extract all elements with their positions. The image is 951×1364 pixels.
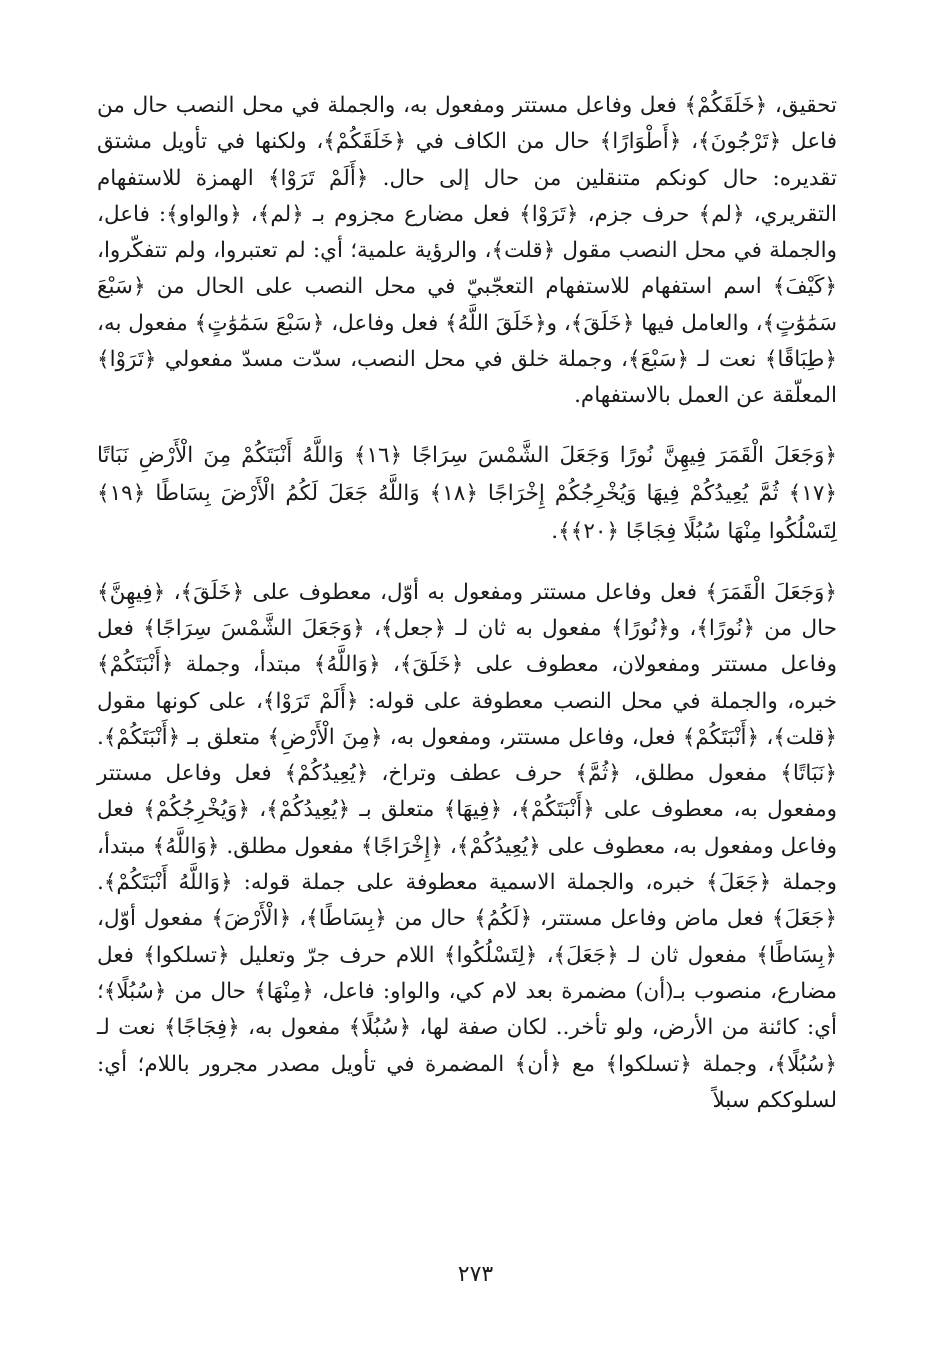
page-number: ٢٧٣ [457,1262,494,1287]
text-column [97,88,837,1119]
commentary-paragraph-1: تحقيق، ﴿خَلَقَكُمْ﴾ فعل وفاعل مستتر ومفعول به، والجملة في محل النصب حال من فاعل ﴿تَرْجُونَ﴾، ﴿أَطْوَارًا﴾ حال من الكاف في ﴿خَلَقَكُمْ﴾، ولكنها في تأويل مشتق تقديره: حال كونكم متنقلين من حال إلى حال. ﴿أَلَمْ تَرَوْا﴾ الهمزة للاستفهام التقريري، ﴿لم﴾ حرف جزم، ﴿تَرَوْا﴾ فعل مضارع مجزوم بـ ﴿لم﴾، ﴿والواو﴾: فاعل، والجملة في محل النصب مقول ﴿قلت﴾، والرؤية علمية؛ أي: لم تعتبروا، ولم تتفكّروا، ﴿كَيْفَ﴾ اسم استفهام للاستفهام التعجّبيّ في محل النصب على الحال من ﴿سَبْعَ سَمَٰوَٰتٍ﴾، والعامل فيها ﴿خَلَقَ﴾، و﴿خَلَقَ اللَّهُ﴾ فعل وفاعل، ﴿سَبْعَ سَمَٰوَٰتٍ﴾ مفعول به، ﴿طِبَاقًا﴾ نعت لـ ﴿سَبْعَ﴾، وجملة خلق في محل النصب، سدّت مسدّ مفعولي ﴿تَرَوْا﴾ المعلّقة عن العمل بالاستفهام. [97,93,837,409]
commentary-paragraph-2: ﴿وَجَعَلَ الْقَمَرَ﴾ فعل وفاعل مستتر ومفعول به أوّل، معطوف على ﴿خَلَقَ﴾، ﴿فِيهِنَّ﴾ حال من ﴿نُورًا﴾، و﴿نُورًا﴾ مفعول به ثان لـ ﴿جعل﴾، ﴿وَجَعَلَ الشَّمْسَ سِرَاجًا﴾ فعل وفاعل مستتر ومفعولان، معطوف على ﴿خَلَقَ﴾، ﴿وَاللَّهُ﴾ مبتدأ، وجملة ﴿أَنْبَتَكُمْ﴾ خبره، والجملة في محل النصب معطوفة على قوله: ﴿أَلَمْ تَرَوْا﴾، على كونها مقول ﴿قلت﴾، ﴿أَنْبَتَكُمْ﴾ فعل، وفاعل مستتر، ومفعول به، ﴿مِنَ الْأَرْضِ﴾ متعلق بـ ﴿أَنْبَتَكُمْ﴾. ﴿نَبَاتًا﴾ مفعول مطلق، ﴿ثُمَّ﴾ حرف عطف وتراخ، ﴿يُعِيدُكُمْ﴾ فعل وفاعل مستتر ومفعول به، معطوف على ﴿أَنْبَتَكُمْ﴾، ﴿فِيهَا﴾ متعلق بـ ﴿يُعِيدُكُمْ﴾، ﴿وَيُخْرِجُكُمْ﴾ فعل وفاعل ومفعول به، معطوف على ﴿يُعِيدُكُمْ﴾، ﴿إِخْرَاجًا﴾ مفعول مطلق. ﴿وَاللَّهُ﴾ مبتدأ، وجملة ﴿جَعَلَ﴾ خبره، والجملة الاسمية معطوفة على جملة قوله: ﴿وَاللَّهُ أَنْبَتَكُمْ﴾. ﴿جَعَلَ﴾ فعل ماض وفاعل مستتر، ﴿لَكُمُ﴾ حال من ﴿بِسَاطًا﴾، ﴿الْأَرْضَ﴾ مفعول أوّل، ﴿بِسَاطًا﴾ مفعول ثان لـ ﴿جَعَلَ﴾، ﴿لِتَسْلُكُوا﴾ اللام حرف جرّ وتعليل ﴿تسلكوا﴾ فعل مضارع، منصوب بـ(أن) مضمرة بعد لام كي، والواو: فاعل، ﴿مِنْهَا﴾ حال من ﴿سُبُلًا﴾؛ أي: كائنة من الأرض، ولو تأخر.. لكان صفة لها، ﴿سُبُلًا﴾ مفعول به، ﴿فِجَاجًا﴾ نعت لـ ﴿سُبُلًا﴾، وجملة ﴿تسلكوا﴾ مع ﴿أن﴾ المضمرة في تأويل مصدر مجرور باللام؛ أي: لسلوككم سبلاً [97,579,837,1113]
quran-verses-block: ﴿وَجَعَلَ الْقَمَرَ فِيهِنَّ نُورًا وَجَعَلَ الشَّمْسَ سِرَاجًا ﴿١٦﴾ وَاللَّهُ أَنْبَتَكُمْ مِنَ الْأَرْضِ نَبَاتًا ﴿١٧﴾ ثُمَّ يُعِيدُكُمْ فِيهَا وَيُخْرِجُكُمْ إِخْرَاجًا ﴿١٨﴾ وَاللَّهُ جَعَلَ لَكُمُ الْأَرْضَ بِسَاطًا ﴿١٩﴾ لِتَسْلُكُوا مِنْهَا سُبُلًا فِجَاجًا ﴿٢٠﴾﴾. [97,442,838,544]
